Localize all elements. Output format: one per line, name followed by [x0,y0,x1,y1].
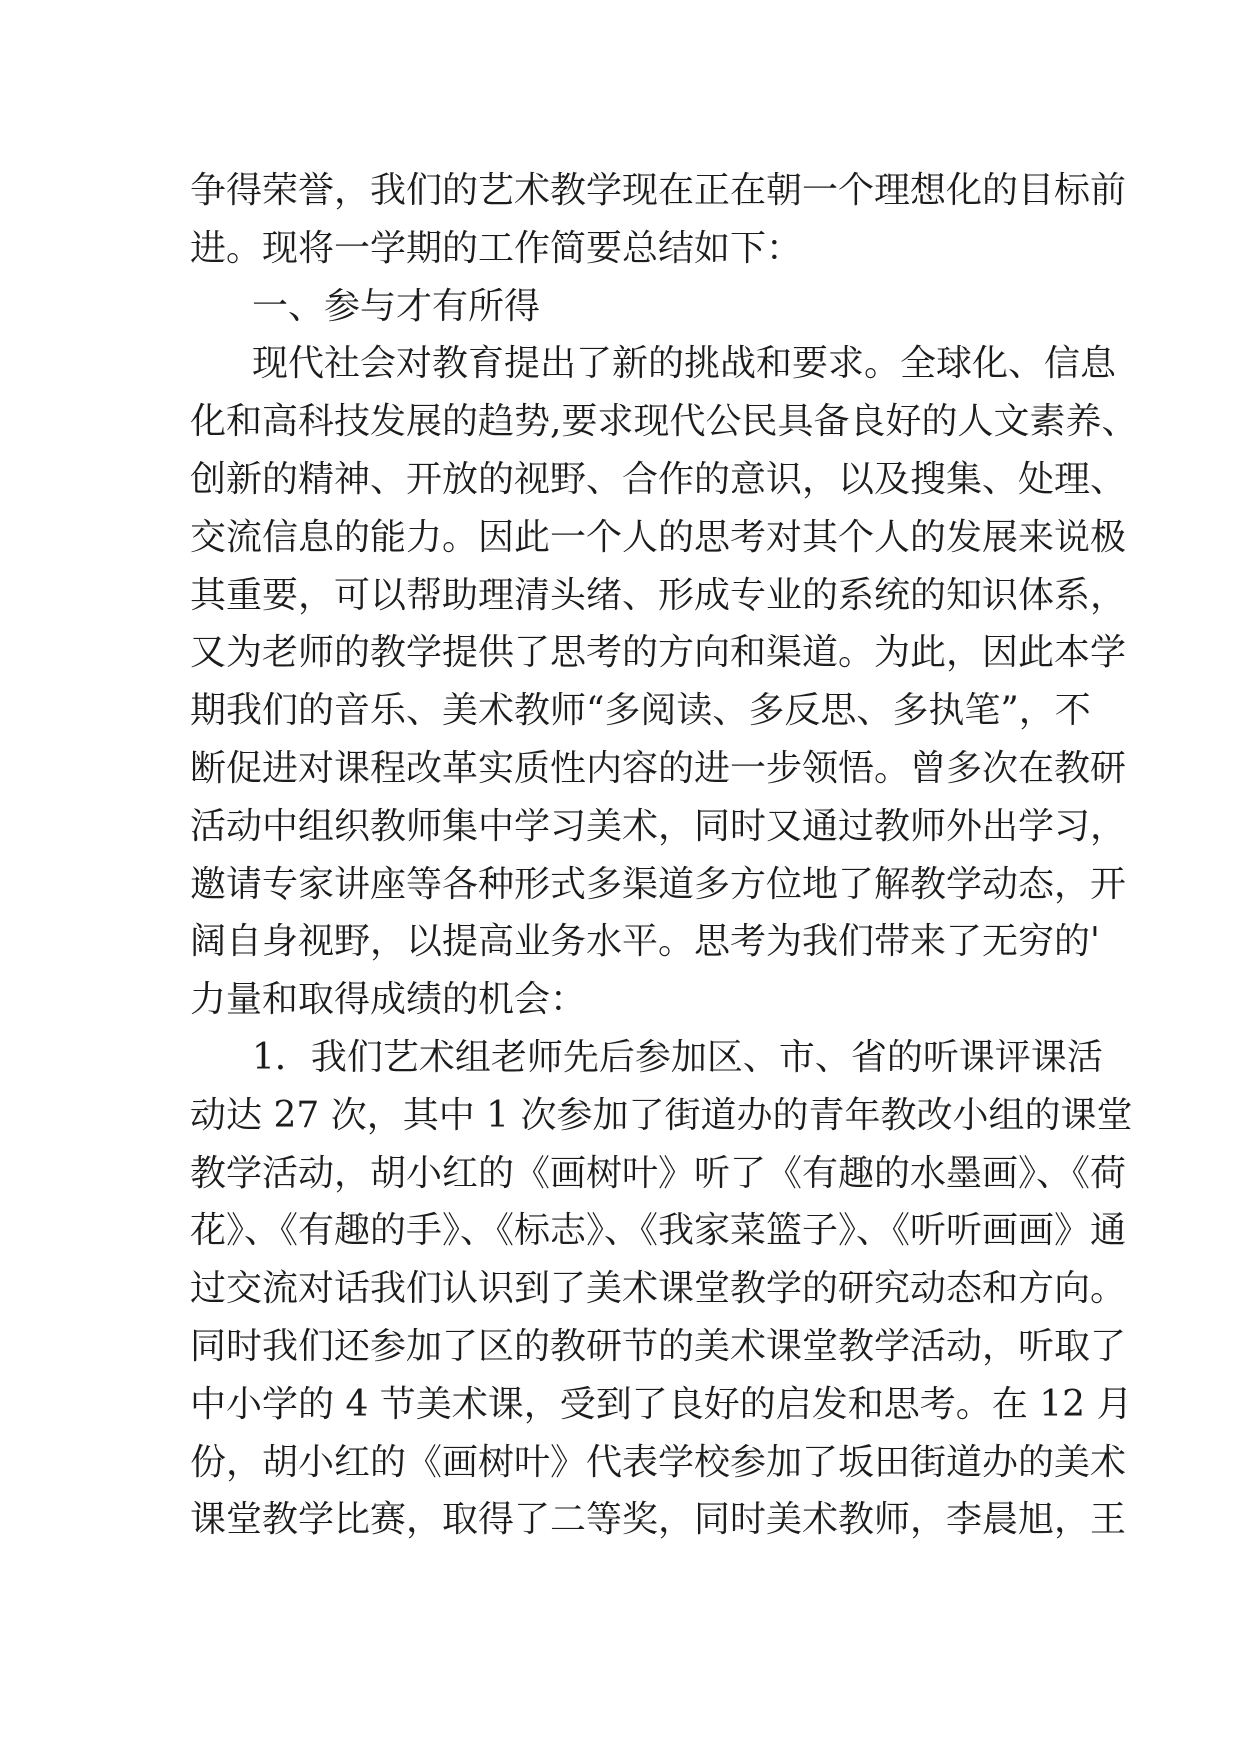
paragraph-line: 化和高科技发展的趋势,要求现代公民具备良好的人文素养、 [190,401,1138,443]
paragraph-line: 断促进对课程改革实质性内容的进一步领悟。曾多次在教研 [190,747,1127,789]
paragraph-line: 交流信息的能力。因此一个人的思考对其个人的发展来说极 [190,516,1127,558]
paragraph-line: 其重要，可以帮助理清头绪、形成专业的系统的知识体系， [190,574,1127,616]
paragraph-line: 课堂教学比赛，取得了二等奖，同时美术教师，李晨旭，王 [190,1499,1127,1541]
paragraph-line: 邀请专家讲座等各种形式多渠道多方位地了解教学动态，开 [190,863,1127,905]
paragraph-line: 期我们的音乐、美术教师“多阅读、多反思、多执笔”，不 [190,690,1091,732]
paragraph-line: 中小学的 4 节美术课，受到了良好的启发和思考。在 12 月 [190,1383,1133,1425]
paragraph-line: 活动中组织教师集中学习美术，同时又通过教师外出学习， [190,805,1127,847]
paragraph-line: 现代社会对教育提出了新的挑战和要求。全球化、信息 [252,343,1117,385]
paragraph-line: 份，胡小红的《画树叶》代表学校参加了坂田街道办的美术 [190,1441,1127,1483]
paragraph-line: 力量和取得成绩的机会： [190,979,587,1021]
paragraph-line: 又为老师的教学提供了思考的方向和渠道。为此，因此本学 [190,632,1127,674]
paragraph-line: 同时我们还参加了区的教研节的美术课堂教学活动，听取了 [190,1325,1127,1367]
paragraph-line: 争得荣誉，我们的艺术教学现在正在朝一个理想化的目标前 [190,170,1127,211]
paragraph-line: 阔自身视野，以提高业务水平。思考为我们带来了无穷的' [190,921,1100,963]
paragraph-line: 创新的精神、开放的视野、合作的意识，以及搜集、处理、 [190,458,1127,500]
paragraph-line: 过交流对话我们认识到了美术课堂教学的研究动态和方向。 [190,1268,1127,1310]
section-heading: 一、参与才有所得 [252,285,541,327]
paragraph-line: 进。现将一学期的工作简要总结如下： [190,227,803,269]
paragraph-line: 教学活动，胡小红的《画树叶》听了《有趣的水墨画》、《荷 [190,1152,1127,1194]
paragraph-line: 动达 27 次，其中 1 次参加了街道办的青年教改小组的课堂 [190,1094,1133,1136]
paragraph-line: 花》、《有趣的手》、《标志》、《我家菜篮子》、《听听画画》通 [190,1210,1127,1252]
document-body [190,162,1138,1549]
list-item-line: 1．我们艺术组老师先后参加区、市、省的听课评课活 [252,1036,1103,1078]
